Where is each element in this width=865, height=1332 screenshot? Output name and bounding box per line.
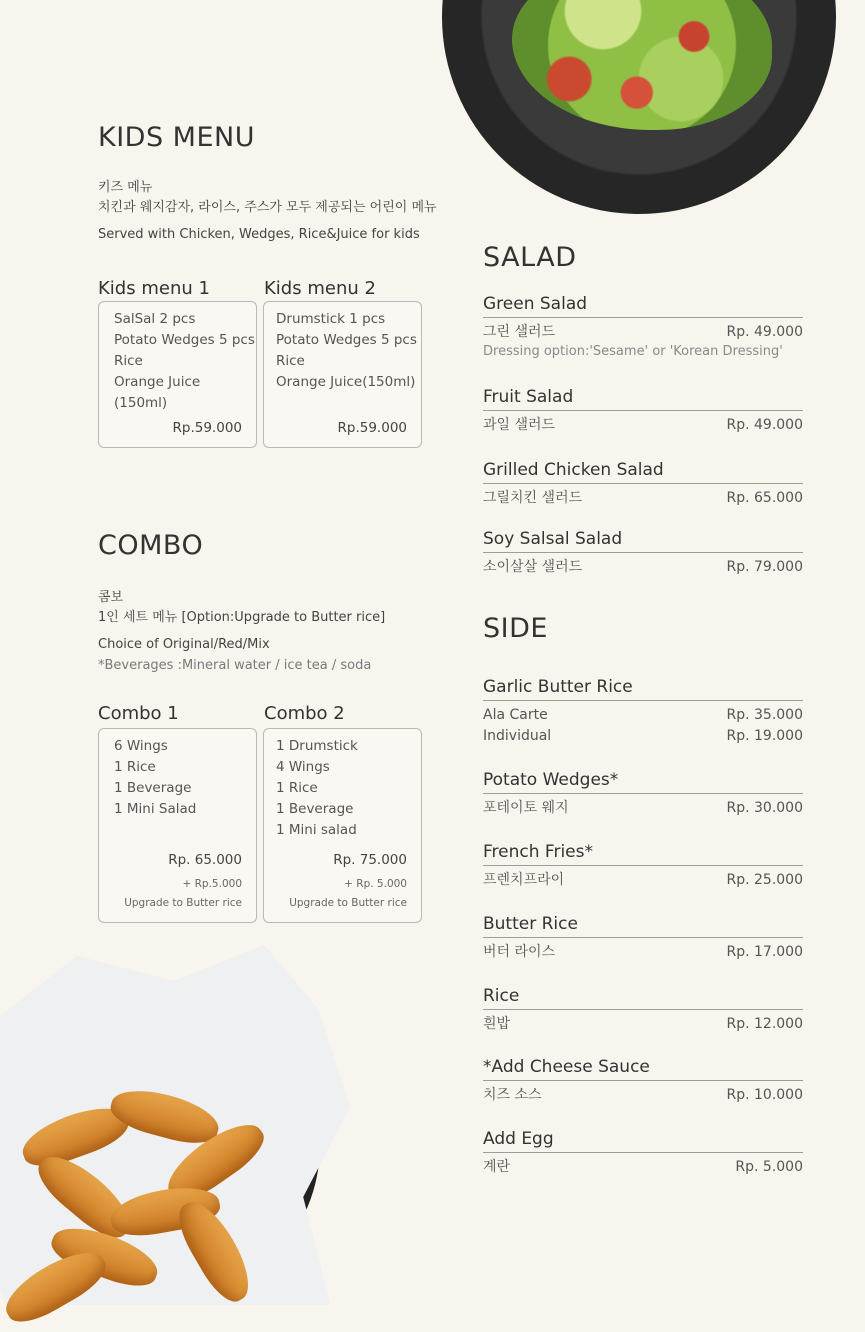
- side-item-french-fries: [483, 842, 803, 890]
- combo-2-title: Combo 2: [264, 703, 345, 724]
- potato-wedges-photo: [0, 945, 350, 1305]
- item-price: Rp. 35.000: [726, 707, 803, 723]
- list-item: SalSal 2 pcs: [114, 311, 196, 327]
- item-name: French Fries*: [483, 842, 803, 866]
- kids-desc-en: Served with Chicken, Wedges, Rice&Juice for kids: [98, 227, 420, 242]
- combo-1-title: Combo 1: [98, 703, 179, 724]
- kids-menu-1-price: Rp.59.000: [172, 420, 242, 436]
- item-price: Rp. 30.000: [726, 800, 803, 816]
- combo-1-upgrade-price: + Rp.5.000: [182, 878, 242, 890]
- kids-desc-ko-2: 치킨과 웨지감자, 라이스, 주스가 모두 제공되는 어린이 메뉴: [98, 200, 437, 215]
- salad-item-soy-salsal: [483, 529, 803, 577]
- side-item-garlic-butter-rice: [483, 677, 803, 746]
- list-item: 1 Rice: [114, 759, 156, 775]
- list-item: 1 Beverage: [276, 801, 354, 817]
- combo-1-card: [98, 728, 257, 923]
- list-item: Potato Wedges 5 pcs: [114, 332, 255, 348]
- list-item: 1 Beverage: [114, 780, 192, 796]
- item-name: Rice: [483, 986, 803, 1010]
- option-label: Ala Carte: [483, 707, 548, 723]
- item-name: Garlic Butter Rice: [483, 677, 803, 701]
- combo-beverages: *Beverages :Mineral water / ice tea / soda: [98, 658, 372, 673]
- item-price: Rp. 25.000: [726, 872, 803, 888]
- side-item-rice: [483, 986, 803, 1034]
- salad-item-grilled-chicken: [483, 460, 803, 508]
- item-name: *Add Cheese Sauce: [483, 1057, 803, 1081]
- item-price: Rp. 65.000: [726, 490, 803, 506]
- side-item-cheese-sauce: [483, 1057, 803, 1105]
- combo-desc-ko-2: 1인 세트 메뉴 [Option:Upgrade to Butter rice]: [98, 610, 386, 625]
- item-korean-name: 그린 샐러드: [483, 324, 556, 340]
- item-korean-name: 프렌치프라이: [483, 872, 565, 888]
- item-name: Add Egg: [483, 1129, 803, 1153]
- dressing-note: Dressing option:'Sesame' or 'Korean Dressing': [483, 344, 783, 359]
- kids-menu-title: KIDS MENU: [98, 122, 255, 153]
- item-korean-name: 포테이토 웨지: [483, 800, 569, 816]
- item-korean-name: 그릴치킨 샐러드: [483, 490, 583, 506]
- item-korean-name: 계란: [483, 1159, 511, 1175]
- item-price: Rp. 19.000: [726, 728, 803, 744]
- combo-2-card: [263, 728, 422, 923]
- list-item: Potato Wedges 5 pcs: [276, 332, 417, 348]
- list-item: Rice: [114, 353, 143, 369]
- item-korean-name: 소이살살 샐러드: [483, 559, 583, 575]
- item-korean-name: 치즈 소스: [483, 1087, 542, 1103]
- item-name: Potato Wedges*: [483, 770, 803, 794]
- list-item: Orange Juice(150ml): [276, 374, 416, 390]
- list-item: 6 Wings: [114, 738, 168, 754]
- combo-title: COMBO: [98, 530, 204, 561]
- salad-item-green: [483, 294, 803, 359]
- list-item: 1 Drumstick: [276, 738, 358, 754]
- kids-menu-1-title: Kids menu 1: [98, 278, 210, 299]
- list-item: 1 Mini Salad: [114, 801, 197, 817]
- item-korean-name: 흰밥: [483, 1016, 511, 1032]
- list-item: Rice: [276, 353, 305, 369]
- kids-menu-1-card: [98, 301, 257, 448]
- list-item: Drumstick 1 pcs: [276, 311, 386, 327]
- salad-title: SALAD: [483, 242, 577, 273]
- salad-item-fruit: [483, 387, 803, 435]
- combo-1-price: Rp. 65.000: [168, 852, 242, 868]
- combo-2-price: Rp. 75.000: [333, 852, 407, 868]
- item-name: Grilled Chicken Salad: [483, 460, 803, 484]
- kids-desc-ko-1: 키즈 메뉴: [98, 180, 153, 195]
- combo-desc-ko-1: 콤보: [98, 590, 124, 605]
- item-name: Soy Salsal Salad: [483, 529, 803, 553]
- salad-photo: [442, 0, 836, 214]
- list-item: Orange Juice (150ml): [114, 374, 201, 411]
- item-price: Rp. 49.000: [726, 324, 803, 340]
- item-name: Green Salad: [483, 294, 803, 318]
- item-name: Butter Rice: [483, 914, 803, 938]
- side-title: SIDE: [483, 613, 548, 644]
- kids-menu-2-card: [263, 301, 422, 448]
- salad-leaves-graphic: [512, 0, 772, 130]
- list-item: 1 Mini salad: [276, 822, 357, 838]
- side-item-butter-rice: [483, 914, 803, 962]
- kids-menu-2-price: Rp.59.000: [337, 420, 407, 436]
- combo-1-upgrade-text: Upgrade to Butter rice: [124, 897, 242, 909]
- list-item: 4 Wings: [276, 759, 330, 775]
- item-korean-name: 과일 샐러드: [483, 417, 556, 433]
- item-price: Rp. 49.000: [726, 417, 803, 433]
- item-price: Rp. 10.000: [726, 1087, 803, 1103]
- option-label: Individual: [483, 728, 552, 744]
- item-price: Rp. 12.000: [726, 1016, 803, 1032]
- side-item-add-egg: [483, 1129, 803, 1177]
- combo-2-upgrade-text: Upgrade to Butter rice: [289, 897, 407, 909]
- item-price: Rp. 79.000: [726, 559, 803, 575]
- kids-menu-2-title: Kids menu 2: [264, 278, 376, 299]
- combo-choice: Choice of Original/Red/Mix: [98, 637, 270, 652]
- item-name: Fruit Salad: [483, 387, 803, 411]
- list-item: 1 Rice: [276, 780, 318, 796]
- item-korean-name: 버터 라이스: [483, 944, 556, 960]
- side-item-potato-wedges: [483, 770, 803, 818]
- item-price: Rp. 17.000: [726, 944, 803, 960]
- combo-2-upgrade-price: + Rp. 5.000: [344, 878, 407, 890]
- item-price: Rp. 5.000: [735, 1159, 803, 1175]
